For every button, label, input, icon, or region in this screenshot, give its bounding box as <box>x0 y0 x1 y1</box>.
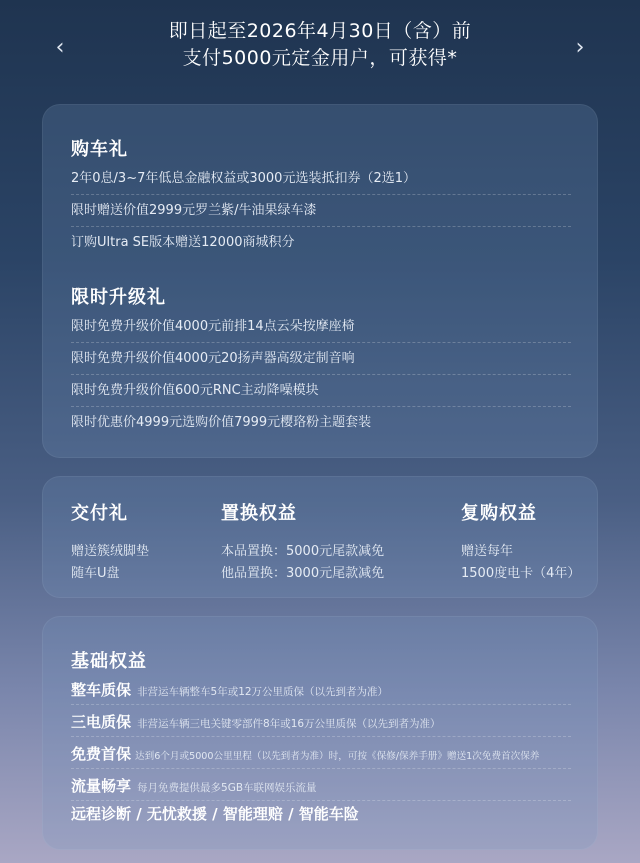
basic-benefit-row <box>71 675 571 705</box>
basic-benefits-card <box>42 616 598 850</box>
basic-benefit-name: 流量畅享 <box>71 777 132 795</box>
upgrade-gift-item: 限时免费升级价值600元RNC主动降噪模块 <box>71 375 571 407</box>
promo-header-line2: 支付5000元定金用户，可获得* <box>182 47 458 69</box>
delivery-gift-item: 随车U盘 <box>71 566 120 581</box>
upgrade-gift-title: 限时升级礼 <box>71 287 166 308</box>
delivery-gift-column <box>71 499 149 585</box>
promo-header <box>0 18 640 80</box>
basic-benefit-desc: 每月免费提供最多5GB车联网娱乐流量 <box>137 782 317 794</box>
repurchase-title: 复购权益 <box>461 503 537 524</box>
basic-benefit-name: 整车质保 <box>71 681 132 699</box>
promo-header-line1: 即日起至2026年4月30日（含）前 <box>168 20 472 42</box>
upgrade-gift-item: 限时免费升级价值4000元20扬声器高级定制音响 <box>71 343 571 375</box>
tradein-item: 他品置换：3000元尾款减免 <box>221 566 385 581</box>
purchase-gift-item: 订购Ultra SE版本赠送12000商城积分 <box>71 235 295 250</box>
benefit-columns-card <box>42 476 598 598</box>
chevron-right-icon[interactable]: › <box>575 35 585 60</box>
basic-benefit-row <box>71 739 571 769</box>
basic-benefits-title: 基础权益 <box>71 651 147 672</box>
basic-benefit-desc: 非营运车辆整车5年或12万公里质保（以先到者为准） <box>137 686 389 698</box>
basic-benefits-extra: 远程诊断 / 无忧救援 / 智能理赔 / 智能车险 <box>71 805 359 823</box>
repurchase-item: 1500度电卡（4年） <box>461 566 581 581</box>
purchase-gift-item: 2年0息/3~7年低息金融权益或3000元选装抵扣券（2选1） <box>71 163 571 195</box>
upgrade-gift-item: 限时优惠价4999元选购价值7999元樱珞粉主题套装 <box>71 415 372 430</box>
basic-benefit-row <box>71 707 571 737</box>
tradein-item: 本品置换：5000元尾款减免 <box>221 544 385 559</box>
repurchase-column <box>461 499 580 585</box>
purchase-gift-title: 购车礼 <box>71 139 128 160</box>
upgrade-gift-item: 限时免费升级价值4000元前排14点云朵按摩座椅 <box>71 311 571 343</box>
basic-benefit-row <box>71 771 571 801</box>
basic-benefit-desc: 达到6个月或5000公里里程（以先到者为准）时，可按《保修/保养手册》赠送1次免费首次保养 <box>135 751 540 762</box>
tradein-column <box>221 499 384 585</box>
delivery-gift-item: 赠送簇绒脚垫 <box>71 544 150 559</box>
basic-benefit-name: 三电质保 <box>71 713 132 731</box>
purchase-gift-item: 限时赠送价值2999元罗兰紫/牛油果绿车漆 <box>71 195 571 227</box>
basic-benefit-name: 免费首保 <box>71 745 132 763</box>
gift-card <box>42 104 598 458</box>
delivery-gift-title: 交付礼 <box>71 503 128 524</box>
tradein-title: 置换权益 <box>221 503 297 524</box>
repurchase-item: 赠送每年 <box>461 544 514 559</box>
chevron-left-icon[interactable]: ‹ <box>55 35 65 60</box>
basic-benefit-desc: 非营运车辆三电关键零部件8年或16万公里质保（以先到者为准） <box>137 718 441 730</box>
